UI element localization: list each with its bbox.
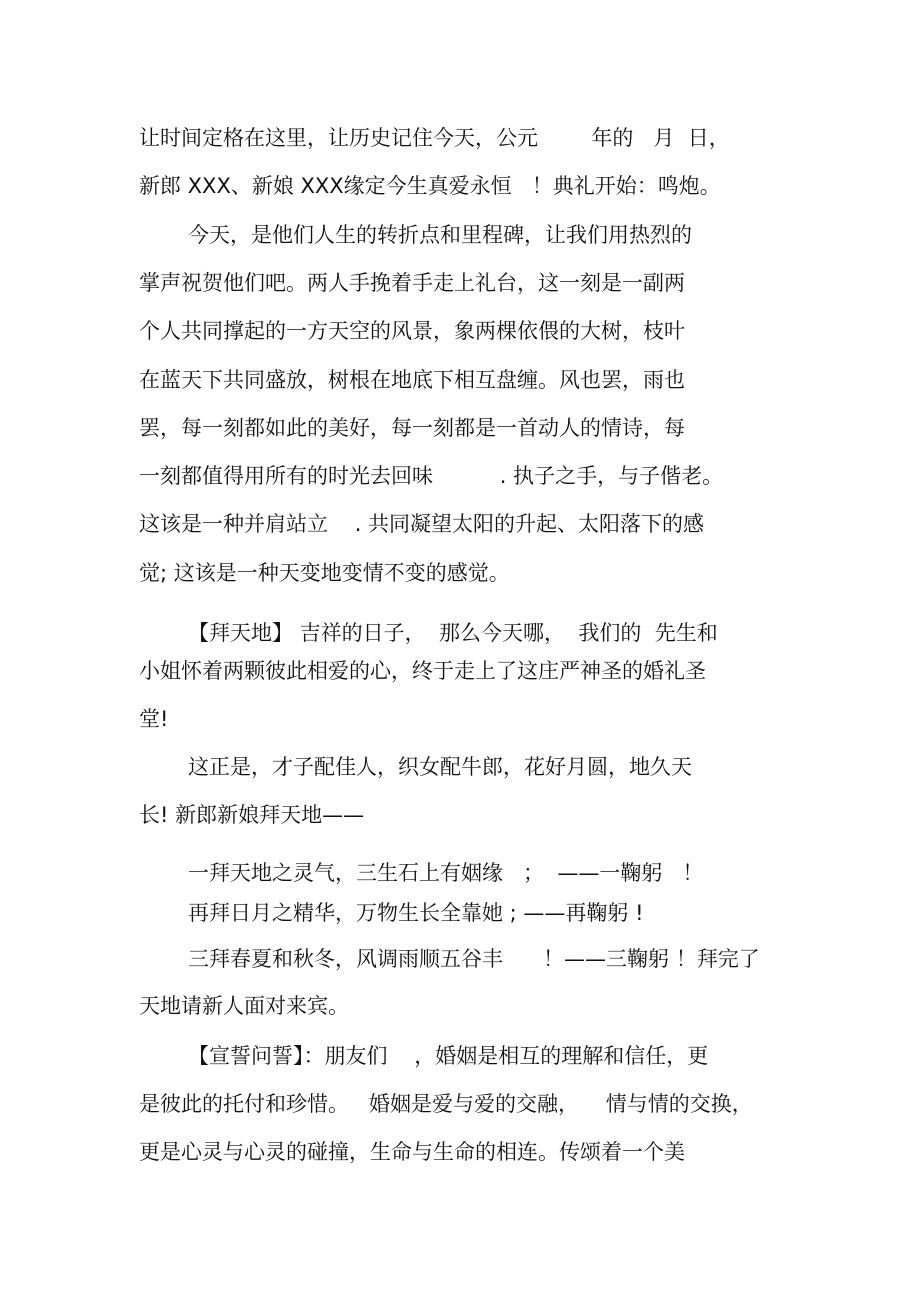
text-line: 罢，每一刻都如此的美好，每一刻都是一首动人的情诗，每 — [139, 416, 685, 440]
text-line: 个人共同撑起的一方天空的风景，象两棵依偎的大树，枝叶 — [139, 319, 685, 343]
text-line: 长! 新郎新娘拜天地—— — [139, 803, 365, 827]
paragraph-start: 这正是，才子配佳人，织女配牛郎，花好月圆，地久天 — [188, 755, 692, 779]
text-line: 小姐怀着两颗彼此相爱的心，终于走上了这庄严神圣的婚礼圣 — [139, 659, 706, 683]
text-line: 新郎 XXX、新娘 XXX缘定今生真爱永恒 ！典礼开始：鸣炮。 — [139, 174, 721, 198]
text-line: 在蓝天下共同盛放，树根在地底下相互盘缠。风也罢，雨也 — [139, 368, 685, 392]
text-line: 是彼此的托付和珍惜。 婚姻是爱与爱的交融， 情与情的交换， — [139, 1092, 753, 1116]
second-bow-line: 再拜日月之精华，万物生长全靠她 ; ——再鞠躬 ! — [188, 901, 644, 925]
section-heading-bai-tian-di: 【拜天地】 吉祥的日子， 那么今天哪， 我们的 先生和 — [188, 621, 718, 645]
third-bow-line: 三拜春夏和秋冬，风调雨顺五谷丰 ！——三鞠躬 ！拜完了 — [188, 947, 760, 971]
text-line: 更是心灵与心灵的碰撞，生命与生命的相连。传颂着一个美 — [139, 1140, 685, 1164]
text-line: 觉; 这该是一种天变地变情不变的感觉。 — [139, 561, 510, 585]
text-line: 让时间定格在这里，让历史记住今天，公元 年的 月 日， — [139, 126, 730, 150]
text-line: 这该是一种并肩站立 . 共同凝望太阳的升起、太阳落下的感 — [139, 512, 705, 536]
text-line: 掌声祝贺他们吧。两人手挽着手走上礼台，这一刻是一副两 — [139, 271, 685, 295]
text-line: 堂! — [139, 707, 169, 731]
text-line: 一刻都值得用所有的时光去回味 . 执子之手，与子偕老。 — [139, 464, 724, 488]
first-bow-line: 一拜天地之灵气，三生石上有姻缘 ； ——一鞠躬 ！ — [188, 861, 704, 885]
text-line: 天地请新人面对来宾。 — [139, 994, 349, 1018]
section-heading-vows: 【宣誓问誓】：朋友们 ，婚姻是相互的理解和信任，更 — [188, 1044, 709, 1068]
paragraph-start: 今天，是他们人生的转折点和里程碑，让我们用热烈的 — [188, 223, 692, 247]
